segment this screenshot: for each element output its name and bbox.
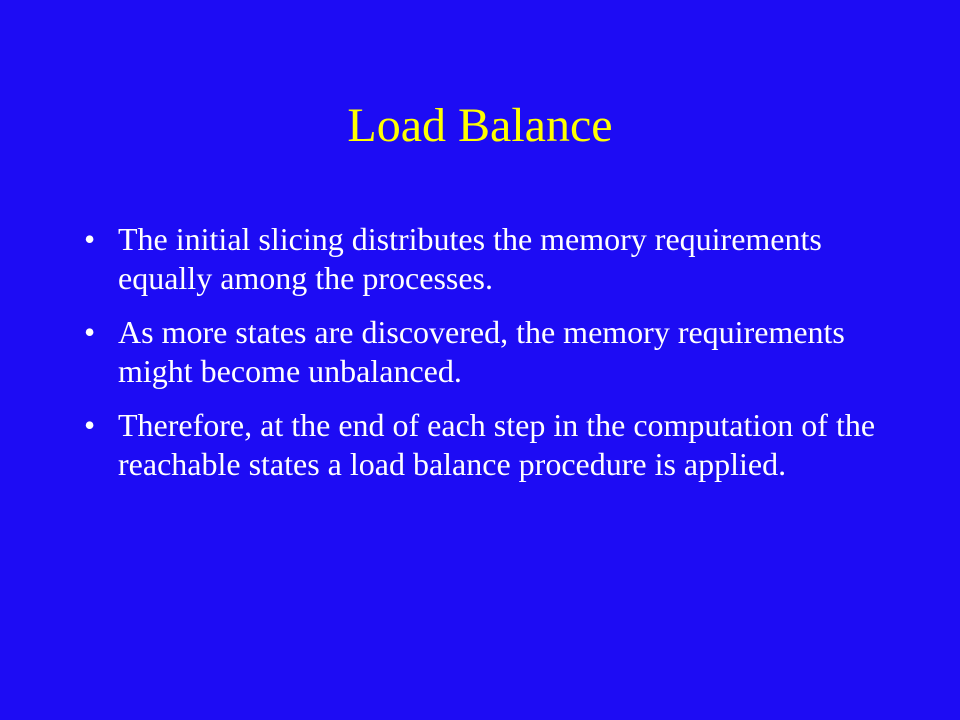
slide-title: Load Balance [347,99,613,152]
bullet-dot-icon: • [84,314,96,350]
bullet-text: The initial slicing distributes the memory requirements equally among the processes. [118,221,822,296]
bullet-item [78,313,898,391]
bullet-dot-icon: • [84,221,96,257]
bullet-item [78,220,898,298]
bullet-dot-icon: • [84,407,96,443]
bullet-text: As more states are discovered, the memory requirements might become unbalanced. [118,314,845,389]
bullet-list [78,220,898,499]
bullet-text: Therefore, at the end of each step in the computation of the reachable states a load balance procedure is applied. [118,407,876,482]
bullet-item [78,406,898,484]
